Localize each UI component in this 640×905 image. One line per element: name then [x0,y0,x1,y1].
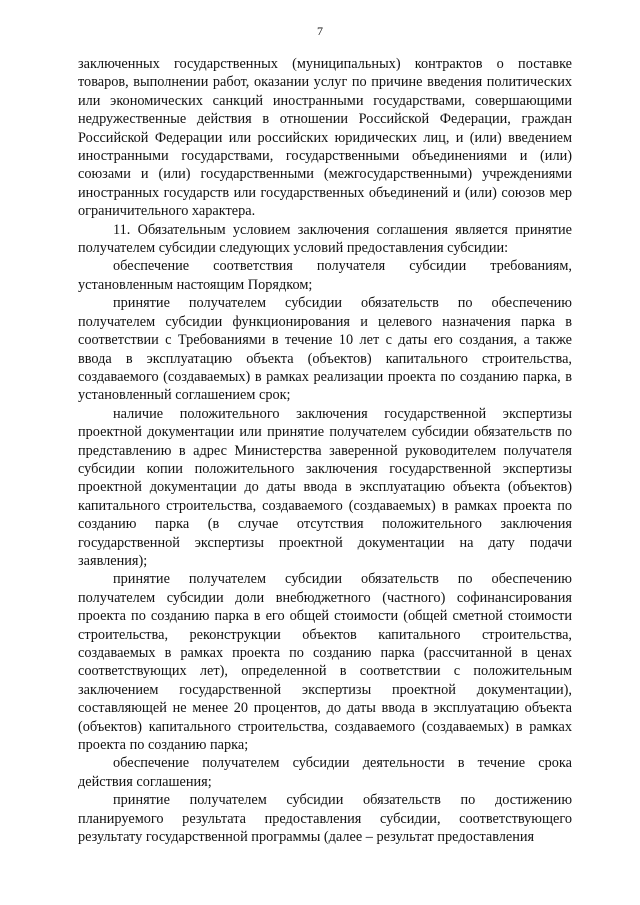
paragraph-condition-compliance: обеспечение соответствия получателя субсидии требованиям, установленным настоящим Порядком; [78,258,572,293]
paragraph-condition-result: принятие получателем субсидии обязательств по достижению планируемого результата предоставления субсидии, соответствующего результату государственной программы (далее – результат предоставления [78,792,572,846]
paragraph-condition-activity: обеспечение получателем субсидии деятельности в течение срока действия соглашения; [78,755,572,790]
paragraph-condition-expertise: наличие положительного заключения государственной экспертизы проектной документации или принятие получателем субсидии обязательств по представлению в адрес Министерства заверенной руководителем получателя субсидии копии положительного заключения государственной экспертизы проектной документации до даты ввода в эксплуатацию объекта (объектов) капитального строительства, создаваемого (создаваемых) в рамках проекта по созданию парка (в случае отсутствия положительного заключения государственной экспертизы проектной документации на дату подачи заявления); [78,405,572,569]
document-body [78,55,572,846]
page-number: 7 [317,24,323,38]
paragraph-condition-park-operation: принятие получателем субсидии обязательств по обеспечению получателем субсидии функционирования и целевого назначения парка в соответствии с Требованиями в течение 10 лет с даты его создания, а также ввода в эксплуатацию объекта (объектов) капитального строительства, создаваемого (создаваемых) в рамках реализации проекта по созданию парка, в установленный соглашением срок; [78,295,572,404]
paragraph-continuation: заключенных государственных (муниципальных) контрактов о поставке товаров, выполнении работ, оказании услуг по причине введения политических или экономических санкций иностранными государствами, совершающими недружественные действия в отношении Российской Федерации, граждан Российской Федерации или российских юридических лиц, и (или) введением иностранными государствами, государственными объединениями и (или) союзами и (или) государственными (межгосударственными) учреждениями иностранных государств или государственных объединений и (или) союзов мер ограничительного характера. [78,56,572,220]
paragraph-clause-11: 11. Обязательным условием заключения соглашения является принятие получателем субсидии следующих условий предоставления субсидии: [78,221,572,257]
paragraph-condition-cofinancing: принятие получателем субсидии обязательств по обеспечению получателем субсидии доли внебюджетного (частного) софинансирования проекта по созданию парка в его общей стоимости (общей сметной стоимости строительства, реконструкции объектов капитального строительства, создаваемых в рамках проекта по созданию парка (рассчитанной в ценах соответствующих лет), определенной в соответствии с положительным заключением государственной экспертизы проектной документации), составляющей не менее 20 процентов, до даты ввода в эксплуатацию объекта (объектов) капитального строительства, создаваемого (создаваемых) в рамках проекта по созданию парка; [78,571,572,754]
